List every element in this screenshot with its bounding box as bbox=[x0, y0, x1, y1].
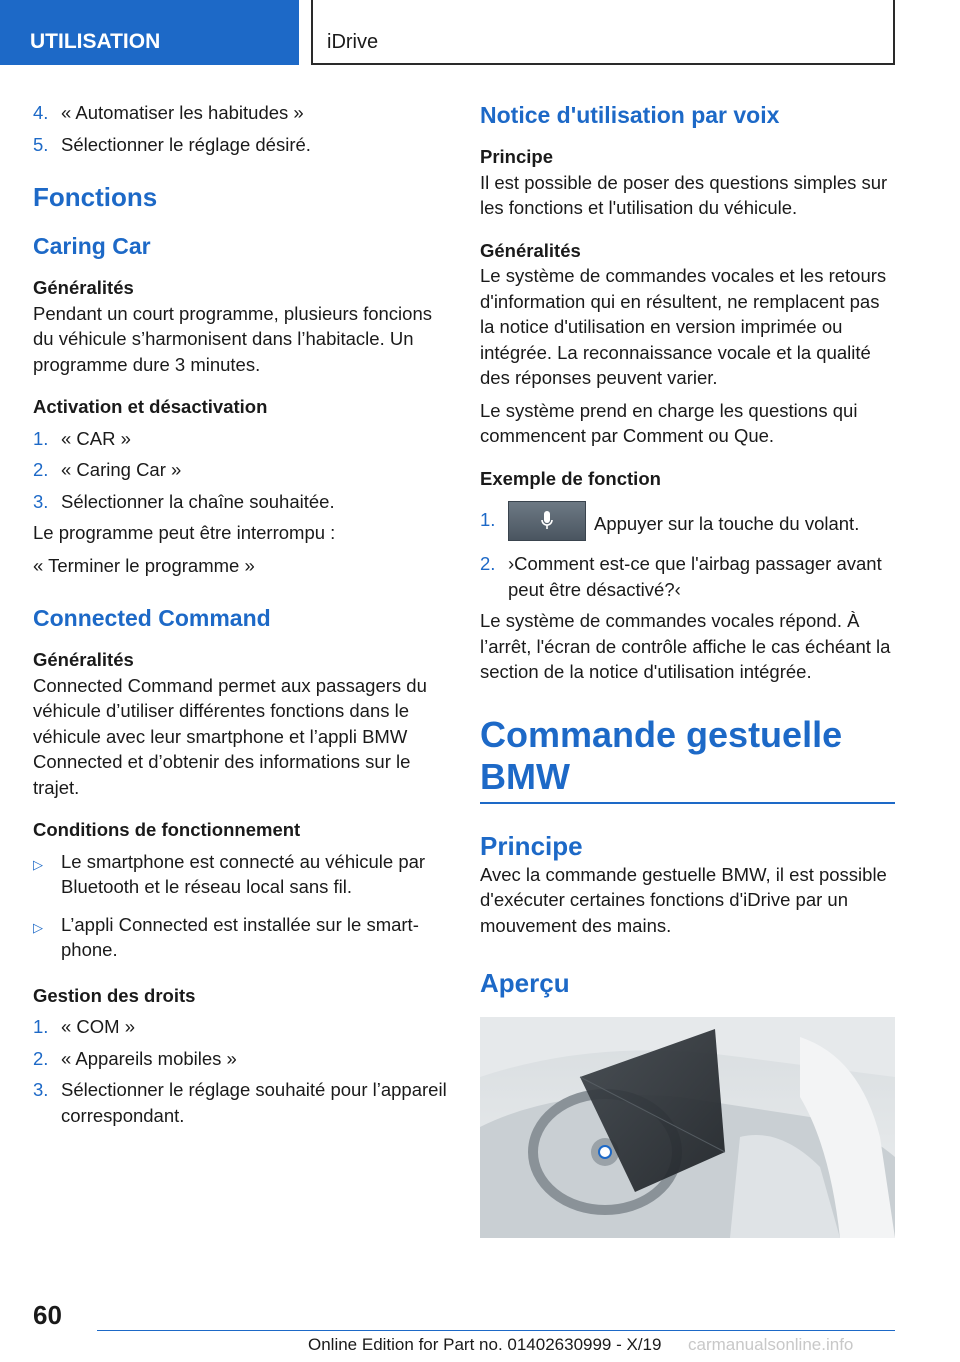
list-item bbox=[33, 426, 449, 452]
chapter-header: iDrive bbox=[311, 0, 895, 65]
subheading-droits: Gestion des droits bbox=[33, 984, 196, 1006]
list-number: 1. bbox=[480, 509, 496, 530]
subheading-principe: Principe bbox=[480, 146, 553, 167]
subheading-generalites: Généralités bbox=[33, 649, 134, 670]
microphone-icon bbox=[508, 501, 586, 541]
heading-apercu: Aperçu bbox=[480, 968, 570, 998]
list-item bbox=[33, 1046, 449, 1072]
paragraph: Le système prend en charge les questions qui commencent par Comment ou Que. bbox=[480, 399, 858, 446]
paragraph: « Terminer le programme » bbox=[33, 554, 255, 576]
list-item bbox=[480, 505, 895, 545]
list-item bbox=[33, 912, 449, 963]
list-item bbox=[33, 849, 449, 900]
heading-commande-gestuelle: Commande gestuelle BMW bbox=[480, 714, 895, 804]
triangle-bullet-icon: ▷ bbox=[33, 919, 43, 935]
list-item bbox=[480, 551, 895, 602]
paragraph: Il est possible de poser des questions simples sur les fonctions et l'utilisation du véhicule. bbox=[480, 171, 888, 218]
list-text: L’appli Connected est installée sur le smartphone. bbox=[61, 913, 419, 960]
list-number: 1. bbox=[33, 1016, 49, 1037]
list-item bbox=[33, 457, 449, 483]
subheading-generalites: Généralités bbox=[33, 277, 134, 298]
list-number: 5. bbox=[33, 133, 49, 155]
list-text: « COM » bbox=[61, 1016, 136, 1037]
right-column bbox=[480, 100, 895, 1238]
list-item bbox=[33, 100, 449, 126]
paragraph: Avec la commande gestuelle BMW, il est possible d'exécuter certaines fonctions d'iDrive par un mouvement des mains. bbox=[480, 863, 887, 936]
heading-principe: Principe bbox=[480, 830, 583, 861]
subheading-activation: Activation et désactivation bbox=[33, 396, 268, 417]
paragraph: Pendant un court programme, plusieurs foncions du véhicule s’harmonisent dans l’habitacle. Un programme dure 3 minutes. bbox=[33, 302, 432, 375]
list-text: « Caring Car » bbox=[61, 459, 182, 480]
car-interior-illustration bbox=[480, 1017, 895, 1238]
list-text: ›Comment est-ce que l'airbag passager avant peut être désactivé?‹ bbox=[508, 553, 882, 600]
paragraph: Connected Command permet aux passagers du véhicule d’utiliser différentes fonctions dans le véhicule avec leur smartphone et l’appli BMW Connected et d’obtenir des informations sur le trajet. bbox=[33, 674, 427, 798]
subheading-generalites: Généralités bbox=[480, 239, 581, 261]
list-number: 1. bbox=[33, 427, 49, 449]
list-text: « Appareils mobiles » bbox=[61, 1047, 237, 1069]
heading-fonctions: Fonctions bbox=[33, 182, 158, 212]
list-number: 2. bbox=[33, 459, 49, 480]
list-text: Sélectionner le réglage souhaité pour l’appareil correspondant. bbox=[61, 1079, 447, 1126]
left-column bbox=[33, 100, 449, 1134]
list-number: 2. bbox=[33, 1047, 49, 1069]
footer-watermark: carmanualsonline.info bbox=[688, 1335, 854, 1354]
paragraph: Le programme peut être interrompu : bbox=[33, 522, 336, 543]
heading-connected-command: Connected Command bbox=[33, 605, 271, 631]
list-number: 2. bbox=[480, 553, 496, 574]
section-tab: UTILISATION bbox=[0, 0, 299, 65]
list-item bbox=[33, 1014, 449, 1040]
list-text: « Automatiser les habitudes » bbox=[61, 102, 304, 123]
list-number: 3. bbox=[33, 490, 49, 512]
heading-notice-voix: Notice d'utilisation par voix bbox=[480, 102, 780, 128]
footer-rule bbox=[97, 1330, 895, 1331]
list-text: Sélectionner la chaîne souhaitée. bbox=[61, 490, 335, 512]
subheading-exemple: Exemple de fonction bbox=[480, 467, 661, 489]
list-item bbox=[33, 132, 449, 158]
list-item bbox=[33, 489, 449, 515]
paragraph: Le système de commandes vocales et les retours d'information qui en résultent, ne remplacent pas la notice d'utilisation en version imprimée ou intégrée. La reconnaissance vocale et la qualité des réponses peuvent varier. bbox=[480, 265, 887, 388]
page-number: 60 bbox=[33, 1300, 62, 1330]
list-text: Appuyer sur la touche du volant. bbox=[594, 512, 860, 534]
heading-caring-car: Caring Car bbox=[33, 233, 151, 259]
footer-edition: Online Edition for Part no. 01402630999 - X/19 bbox=[308, 1335, 662, 1354]
subheading-conditions: Conditions de fonctionnement bbox=[33, 819, 301, 840]
paragraph: Le système de commandes vocales répond. À l’arrêt, l'écran de contrôle affiche le cas échéant la section de la notice d'utilisation intégrée. bbox=[480, 610, 891, 682]
list-number: 3. bbox=[33, 1079, 49, 1100]
list-number: 4. bbox=[33, 102, 49, 123]
triangle-bullet-icon: ▷ bbox=[33, 856, 43, 872]
list-text: Le smartphone est connecté au véhicule par Bluetooth et le réseau local sans fil. bbox=[61, 850, 426, 897]
list-text: Sélectionner le réglage désiré. bbox=[61, 133, 311, 155]
list-text: « CAR » bbox=[61, 427, 131, 449]
list-item bbox=[33, 1077, 449, 1128]
